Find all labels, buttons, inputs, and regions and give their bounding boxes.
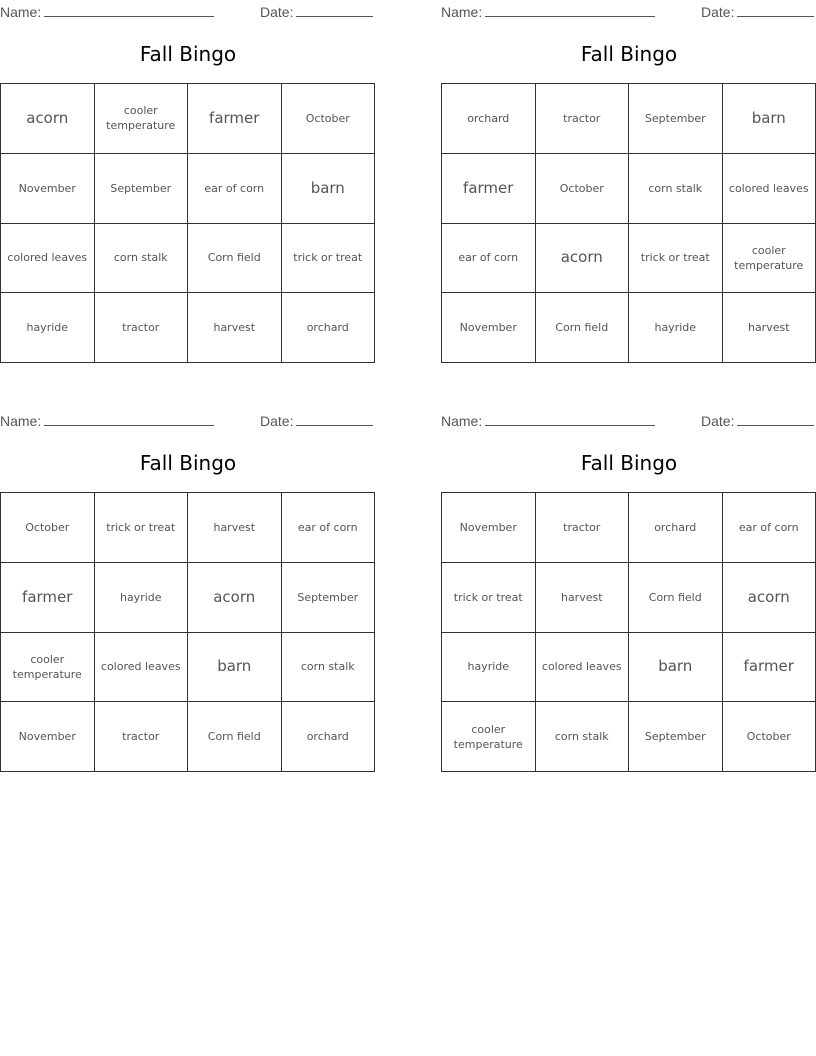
bingo-cell: acorn <box>723 563 816 633</box>
bingo-cell: hayride <box>1 293 95 363</box>
bingo-cell: acorn <box>1 84 95 154</box>
bingo-cell: harvest <box>188 293 282 363</box>
bingo-grid <box>0 83 375 363</box>
bingo-cell: corn stalk <box>95 224 189 294</box>
bingo-cell: Corn field <box>629 563 723 633</box>
bingo-cell: colored leaves <box>723 154 816 224</box>
bingo-cell: cooler temperature <box>723 224 816 294</box>
bingo-card <box>441 409 816 781</box>
bingo-cell: September <box>629 84 723 154</box>
bingo-cell: barn <box>188 633 282 703</box>
bingo-cell: farmer <box>188 84 282 154</box>
bingo-cell: September <box>95 154 189 224</box>
bingo-cell: colored leaves <box>536 633 630 703</box>
bingo-cell: colored leaves <box>95 633 189 703</box>
date-blank-line <box>737 2 814 17</box>
bingo-cell: cooler temperature <box>95 84 189 154</box>
date-label: Date: <box>260 413 294 429</box>
bingo-grid <box>441 83 816 363</box>
bingo-cell: November <box>1 154 95 224</box>
bingo-cell: October <box>536 154 630 224</box>
name-label: Name: <box>441 4 483 20</box>
bingo-cell: harvest <box>536 563 630 633</box>
bingo-cell: ear of corn <box>282 493 376 563</box>
bingo-cell: hayride <box>629 293 723 363</box>
bingo-cell: trick or treat <box>629 224 723 294</box>
bingo-grid <box>0 492 375 772</box>
bingo-cell: trick or treat <box>282 224 376 294</box>
card-header <box>441 411 816 429</box>
name-blank-line <box>44 411 214 426</box>
date-field <box>701 2 814 20</box>
bingo-cell: orchard <box>629 493 723 563</box>
bingo-cell: acorn <box>188 563 282 633</box>
bingo-cell: tractor <box>536 84 630 154</box>
bingo-cell: colored leaves <box>1 224 95 294</box>
card-title: Fall Bingo <box>139 451 237 475</box>
date-blank-line <box>737 411 814 426</box>
bingo-cell: September <box>282 563 376 633</box>
card-title: Fall Bingo <box>580 451 678 475</box>
name-blank-line <box>485 411 655 426</box>
bingo-cell: cooler temperature <box>442 702 536 772</box>
name-label: Name: <box>0 4 42 20</box>
card-header <box>0 411 376 429</box>
bingo-cell: orchard <box>282 293 376 363</box>
bingo-cell: barn <box>723 84 816 154</box>
bingo-cell: September <box>629 702 723 772</box>
date-field <box>701 411 814 429</box>
bingo-cell: ear of corn <box>723 493 816 563</box>
date-label: Date: <box>260 4 294 20</box>
name-label: Name: <box>441 413 483 429</box>
bingo-cell: cooler temperature <box>1 633 95 703</box>
bingo-cell: November <box>442 493 536 563</box>
bingo-card <box>441 0 816 372</box>
bingo-cell: October <box>1 493 95 563</box>
name-field <box>441 411 655 429</box>
bingo-cell: Corn field <box>536 293 630 363</box>
bingo-cell: corn stalk <box>629 154 723 224</box>
date-label: Date: <box>701 413 735 429</box>
name-label: Name: <box>0 413 42 429</box>
bingo-cell: ear of corn <box>442 224 536 294</box>
bingo-cell: Corn field <box>188 224 282 294</box>
name-field <box>0 411 214 429</box>
bingo-cell: trick or treat <box>442 563 536 633</box>
bingo-cell: tractor <box>95 293 189 363</box>
card-header <box>441 2 816 20</box>
name-blank-line <box>44 2 214 17</box>
bingo-card <box>0 0 376 372</box>
bingo-cell: corn stalk <box>282 633 376 703</box>
bingo-cell: harvest <box>723 293 816 363</box>
date-field <box>260 2 373 20</box>
name-blank-line <box>485 2 655 17</box>
card-title: Fall Bingo <box>580 42 678 66</box>
bingo-cell: October <box>282 84 376 154</box>
bingo-cell: acorn <box>536 224 630 294</box>
bingo-cell: orchard <box>442 84 536 154</box>
bingo-cell: farmer <box>723 633 816 703</box>
bingo-cell: ear of corn <box>188 154 282 224</box>
bingo-cell: November <box>442 293 536 363</box>
bingo-card <box>0 409 376 781</box>
bingo-grid <box>441 492 816 772</box>
bingo-cell: November <box>1 702 95 772</box>
bingo-cell: Corn field <box>188 702 282 772</box>
bingo-cell: harvest <box>188 493 282 563</box>
bingo-cell: farmer <box>1 563 95 633</box>
card-header <box>0 2 376 20</box>
bingo-cell: hayride <box>442 633 536 703</box>
date-blank-line <box>296 411 373 426</box>
bingo-cell: hayride <box>95 563 189 633</box>
bingo-cell: tractor <box>95 702 189 772</box>
date-blank-line <box>296 2 373 17</box>
bingo-cell: barn <box>282 154 376 224</box>
bingo-cell: October <box>723 702 816 772</box>
name-field <box>0 2 214 20</box>
name-field <box>441 2 655 20</box>
bingo-cell: trick or treat <box>95 493 189 563</box>
date-label: Date: <box>701 4 735 20</box>
card-title: Fall Bingo <box>139 42 237 66</box>
bingo-cell: orchard <box>282 702 376 772</box>
date-field <box>260 411 373 429</box>
bingo-cell: farmer <box>442 154 536 224</box>
bingo-cell: corn stalk <box>536 702 630 772</box>
bingo-cell: barn <box>629 633 723 703</box>
bingo-cell: tractor <box>536 493 630 563</box>
